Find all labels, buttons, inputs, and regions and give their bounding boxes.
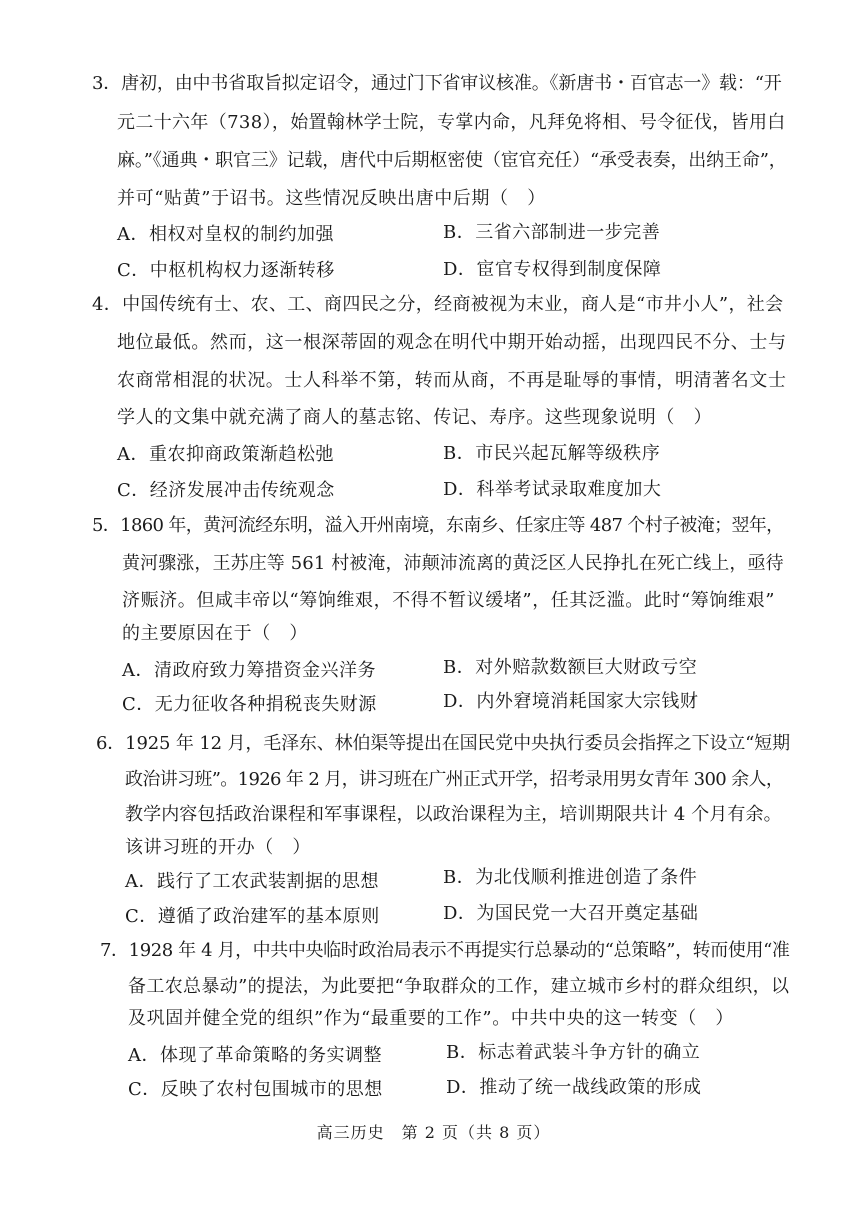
question-4-line-2: 地位最低。然而，这一根深蒂固的观念在明代中期开始动摇，出现四民不分、士与 <box>117 332 787 353</box>
question-5-option-d: D．内外窘境消耗国家大宗钱财 <box>443 691 699 712</box>
question-6-line-3: 教学内容包括政治课程和军事课程，以政治课程为主，培训期限共计 4 个月有余。 <box>125 804 782 825</box>
question-7-line-2: 备工农总暴动”的提法，为此要把“争取群众的工作，建立城市乡村的群众组织，以 <box>128 976 790 997</box>
page-footer: 高三历史 第 2 页（共 8 页） <box>316 1123 551 1142</box>
question-3-line-4: 并可“贴黄”于诏书。这些情况反映出唐中后期（ ） <box>117 188 546 209</box>
question-5-line-4: 的主要原因在于（ ） <box>122 623 308 644</box>
question-5-line-1: 5．1860 年，黄河流经东明，溢入开州南境，东南乡、任家庄等 487 个村子被淹；翌年， <box>92 515 784 536</box>
question-4-option-d: D．科举考试录取难度加大 <box>443 479 662 500</box>
question-6-option-c: C．遵循了政治建军的基本原则 <box>125 906 380 927</box>
question-6-line-1: 6．1925 年 12 月，毛泽东、林伯渠等提出在国民党中央执行委员会指挥之下设立“短期 <box>96 733 790 754</box>
question-6-option-b: B．为北伐顺利推进创造了条件 <box>443 867 698 888</box>
question-5-option-c: C．无力征收各种捐税丧失财源 <box>122 694 377 715</box>
question-7-option-c: C．反映了农村包围城市的思想 <box>128 1079 383 1100</box>
question-6-line-2: 政治讲习班”。1926 年 2 月，讲习班在广州正式开学，招考录用男女青年 300 余人， <box>125 769 784 790</box>
question-3-option-b: B．三省六部制进一步完善 <box>443 222 661 243</box>
question-5-line-2: 黄河骤涨，王苏庄等 561 村被淹，沛颠沛流离的黄泛区人民挣扎在死亡线上，亟待 <box>122 553 784 574</box>
question-6-line-4: 该讲习班的开办（ ） <box>125 837 311 858</box>
question-7-line-1: 7．1928 年 4 月，中共中央临时政治局表示不再提实行总暴动的“总策略”，转而使用“准 <box>100 940 790 961</box>
question-3-option-c: C．中枢机构权力逐渐转移 <box>117 260 335 281</box>
question-4-line-4: 学人的文集中就充满了商人的墓志铭、传记、寿序。这些现象说明（ ） <box>117 407 713 428</box>
question-5-line-3: 济赈济。但咸丰帝以“筹饷维艰，不得不暂议缓堵”，任其泛滥。此时“筹饷维艰” <box>122 590 776 611</box>
question-7-option-b: B．标志着武装斗争方针的确立 <box>446 1042 701 1063</box>
question-3-option-d: D．宦官专权得到制度保障 <box>443 259 662 280</box>
question-4-line-3: 农商常相混的状况。士人科举不第，转而从商，不再是耻辱的事情，明清著名文士 <box>117 370 787 391</box>
question-3-line-3: 麻。”《通典・职官三》记载，唐代中后期枢密使（宦官充任）“承受表奏，出纳王命”， <box>117 150 787 171</box>
question-6-option-d: D．为国民党一大召开奠定基础 <box>443 903 699 924</box>
question-7-option-a: A．体现了革命策略的务实调整 <box>128 1045 382 1066</box>
question-3-option-a: A．相权对皇权的制约加强 <box>117 224 334 245</box>
question-7-line-3: 及巩固并健全党的组织”作为“最重要的工作”。中共中央的这一转变（ ） <box>128 1008 735 1029</box>
question-7-option-d: D．推动了统一战线政策的形成 <box>446 1077 702 1098</box>
question-4-line-1: 4．中国传统有士、农、工、商四民之分，经商被视为末业，商人是“市井小人”，社会 <box>92 294 784 315</box>
question-4-option-c: C．经济发展冲击传统观念 <box>117 480 335 501</box>
question-6-option-a: A．践行了工农武装割据的思想 <box>125 871 379 892</box>
question-3-line-2: 元二十六年（738），始置翰林学士院，专掌内命，凡拜免将相、号令征伐，皆用白 <box>117 112 786 133</box>
question-5-option-a: A．清政府致力筹措资金兴洋务 <box>122 660 376 681</box>
question-4-option-a: A．重农抑商政策渐趋松弛 <box>117 444 334 465</box>
question-3-line-1: 3．唐初，由中书省取旨拟定诏令，通过门下省审议核准。《新唐书・百官志一》载：“开 <box>92 73 782 94</box>
question-5-option-b: B．对外赔款数额巨大财政亏空 <box>443 657 698 678</box>
question-4-option-b: B．市民兴起瓦解等级秩序 <box>443 443 661 464</box>
